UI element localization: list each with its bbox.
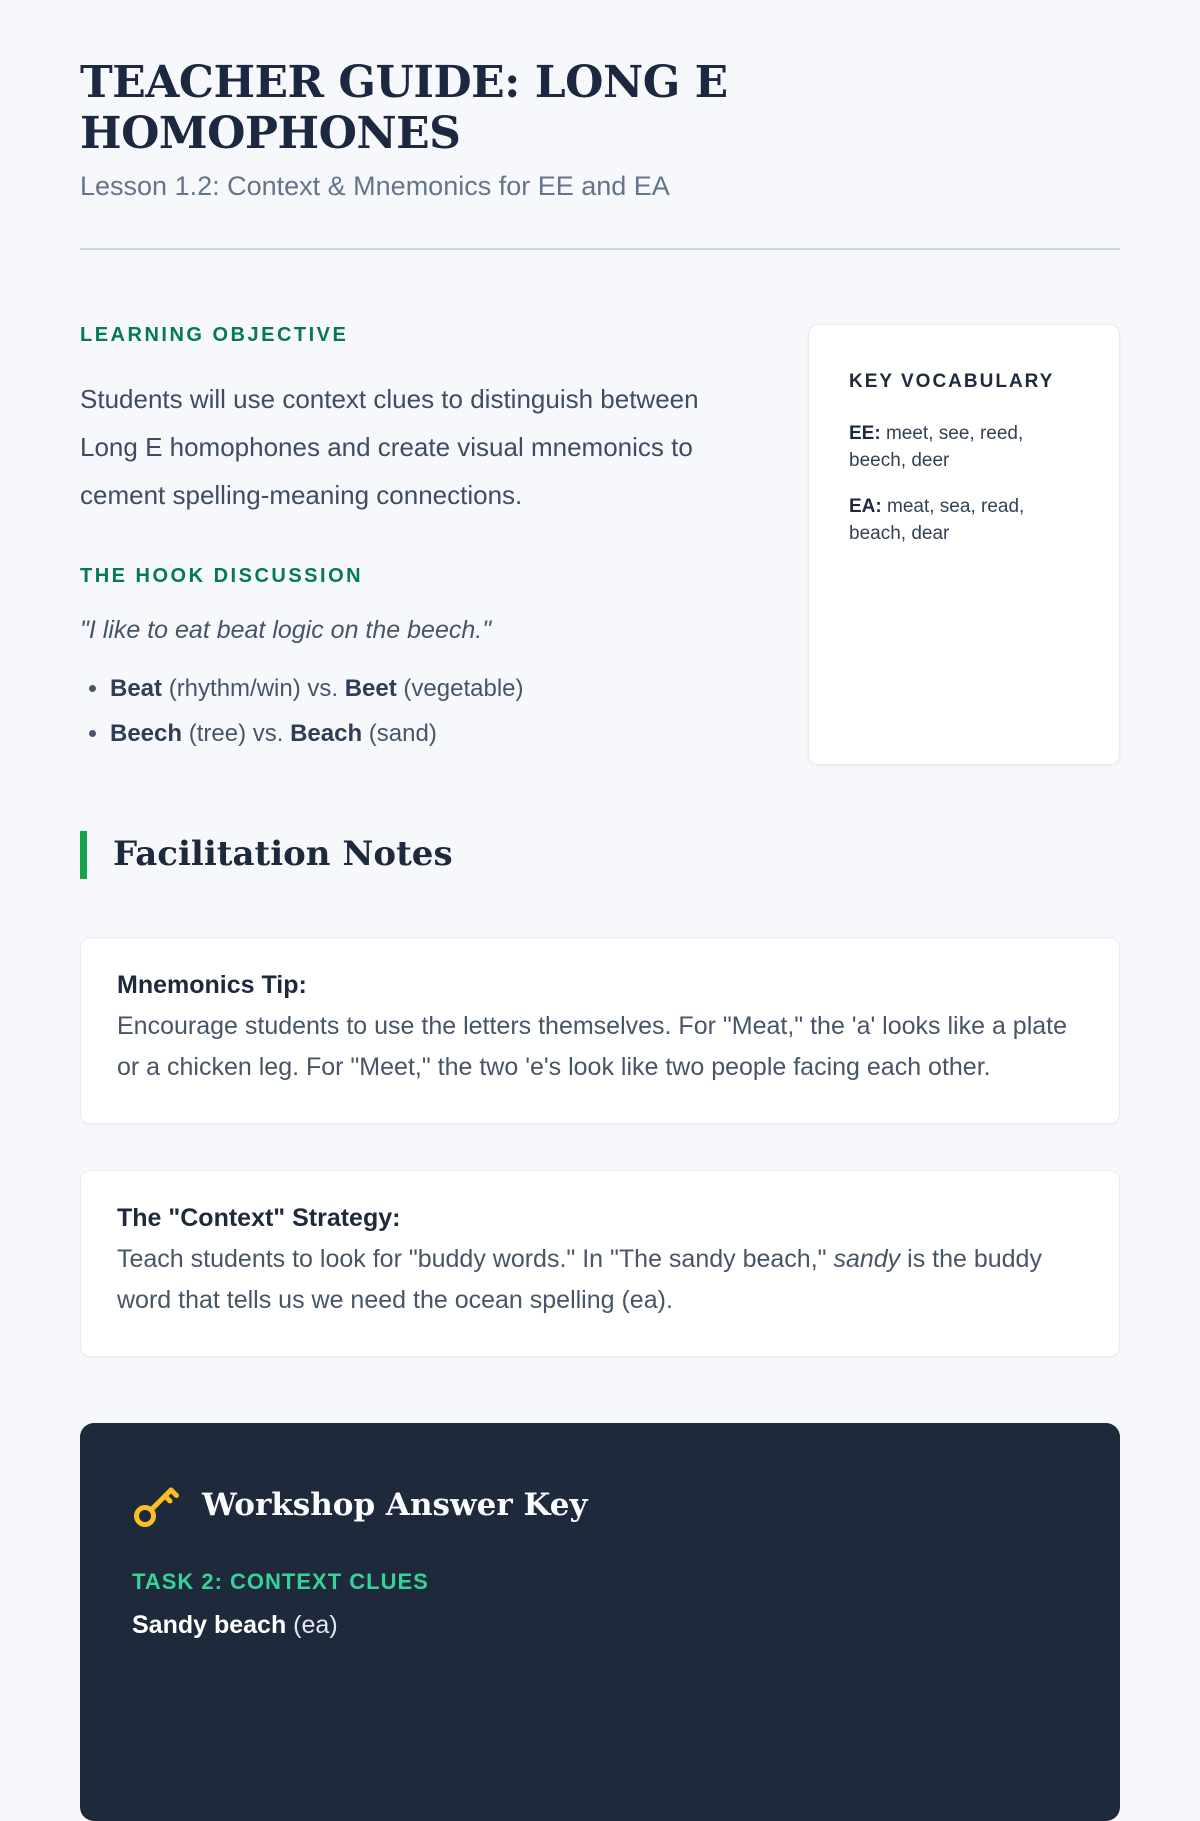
bullet-text: (rhythm/win) vs.	[162, 675, 345, 703]
homophone-word: Beach	[290, 720, 363, 748]
homophone-word: Beet	[344, 675, 397, 703]
learning-objective-text: Students will use context clues to distinguish between Long E homophones and create visual mnemonics to cement spelling-meaning connections.	[80, 384, 699, 511]
note-text: Teach students to look for "buddy words." In "The sandy beach,"	[117, 1245, 834, 1274]
key-icon	[132, 1481, 180, 1529]
objective-column	[80, 324, 760, 765]
note-card-body: Encourage students to use the letters themselves. For "Meat," the 'a' looks like a plate or a chicken leg. For "Meet," the two 'e's look like two people facing each other.	[117, 1012, 1068, 1082]
vocab-words: meet, see, reed, beech, deer	[849, 423, 1024, 471]
page-subtitle: Lesson 1.2: Context & Mnemonics for EE and EA	[80, 171, 670, 202]
homophone-word: Beat	[110, 675, 163, 703]
header-divider	[80, 248, 1120, 250]
page-title: TEACHER GUIDE: LONG E HOMOPHONES	[80, 57, 728, 159]
bullet-text: (vegetable)	[396, 675, 524, 703]
vocab-label: EE:	[849, 423, 881, 445]
workshop-answer-key-panel	[80, 1423, 1120, 1821]
note-card-title: The "Context" Strategy:	[117, 1204, 401, 1233]
list-item	[110, 720, 760, 748]
answer-key-title: Workshop Answer Key	[202, 1487, 588, 1524]
bullet-text: (tree) vs.	[182, 720, 291, 748]
vocab-label: EA:	[849, 496, 882, 518]
key-vocabulary-heading: KEY VOCABULARY	[849, 371, 1055, 393]
answer-line	[132, 1611, 1068, 1640]
key-vocabulary-card	[808, 324, 1120, 765]
hook-quote: "I like to eat beat logic on the beech."	[80, 616, 492, 645]
answer-key-header	[132, 1481, 1068, 1529]
homophone-word: Beech	[110, 720, 183, 748]
learning-objective-heading: LEARNING OBJECTIVE	[80, 324, 349, 347]
note-card-body	[117, 1239, 1083, 1321]
context-strategy-card	[80, 1170, 1120, 1357]
hook-bullet-list	[80, 675, 760, 748]
note-card-title: Mnemonics Tip:	[117, 971, 307, 1000]
note-text: is the buddy word that tells us we need the ocean spelling (ea).	[117, 1245, 1042, 1315]
hook-discussion-heading: THE HOOK DISCUSSION	[80, 565, 364, 588]
answer-tail: (ea)	[286, 1611, 338, 1640]
teacher-guide-page	[80, 0, 1120, 1821]
list-item	[110, 675, 760, 703]
answer-word: Sandy beach	[132, 1611, 287, 1640]
task-2-heading: TASK 2: CONTEXT CLUES	[132, 1569, 429, 1595]
vocab-item-ea	[849, 494, 1079, 547]
note-text-italic: sandy	[833, 1245, 901, 1274]
facilitation-notes-heading: Facilitation Notes	[80, 831, 1120, 879]
bullet-text: (sand)	[362, 720, 437, 748]
vocab-words: meat, sea, read, beach, dear	[849, 496, 1025, 544]
objective-and-vocab-row	[80, 324, 1120, 765]
vocab-item-ee	[849, 421, 1079, 474]
mnemonics-tip-card	[80, 937, 1120, 1124]
